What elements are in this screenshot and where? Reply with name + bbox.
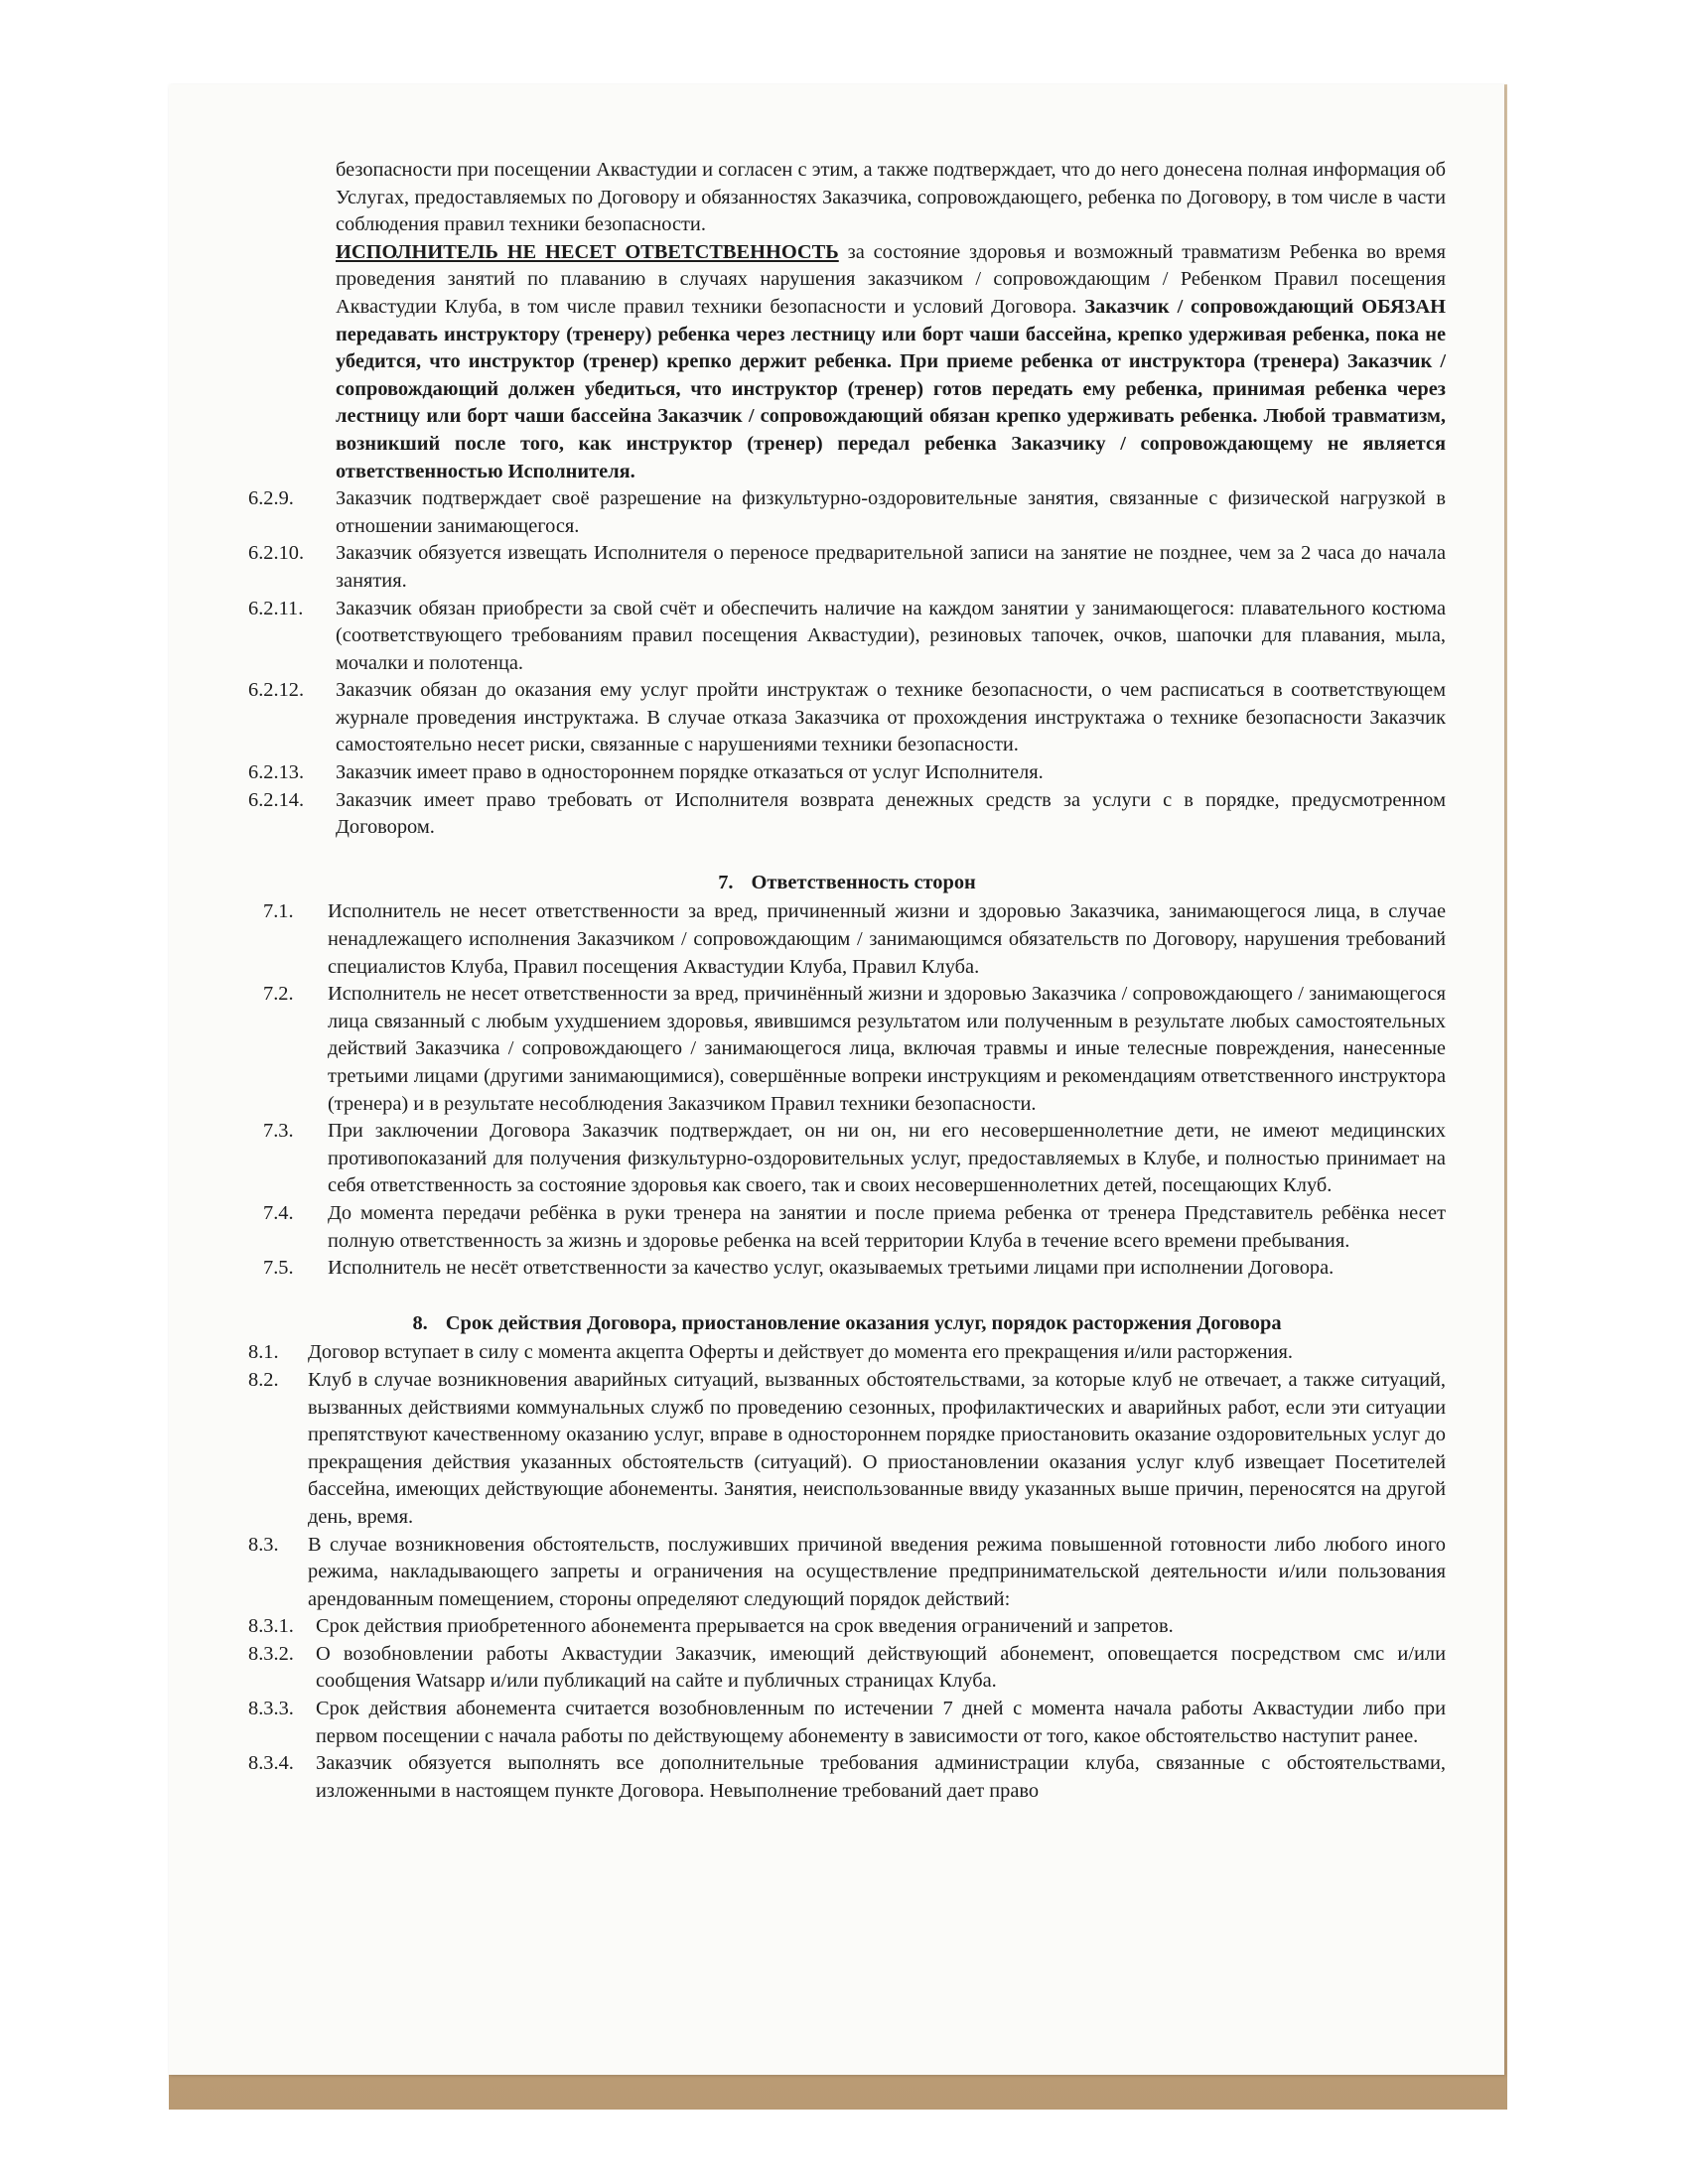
clause-number: 8.3. [248,1533,279,1556]
clause-text: Срок действия приобретенного абонемента прерывается на срок введения ограничений и запретов. [316,1615,1174,1638]
clause-text: Заказчик обязан до оказания ему услуг пройти инструктаж о технике безопасности, о чем расписаться в соответствующем журнале проведения инструктажа. В случае отказа Заказчика от прохождения инструктажа о технике безопасности Заказчик самостоятельно несет риски, связанные с нарушениями техники безопасности. [336,679,1446,756]
clause-number: 7.4. [263,1201,294,1224]
clause-text: Клуб в случае возникновения аварийных ситуаций, вызванных обстоятельствами, за которые клуб не отвечает, а также ситуаций, вызванных действиями коммунальных служб по проведению сезонных, профилактических и аварийных работ, если эти ситуации препятствуют качественному оказанию услуг, вправе в одностороннем порядке приостановить оказание оздоровительных услуг до прекращения действия указанных обстоятельств (ситуаций). О приостановлении оказания услуг клуб извещает Посетителей бассейна, имеющих действующие абонементы. Занятия, неиспользованные ввиду указанных выше причин, переносятся на другой день, время. [308,1368,1446,1528]
liability-rest: за состояние здоровья и возможный травматизм Ребенка во время проведения занятий по плаванию в случаях нарушения заказчиком / сопровождающим / Ребенком Правил посещения Аквастудии Клуба, в том числе правил техники безопасности и условий Договора. [336,240,1446,318]
clause-number: 8.3.1. [248,1615,294,1638]
section7-items [248,898,1446,1282]
clause-item [248,540,1446,595]
clause-item [248,1118,1446,1200]
clause-item [248,759,1446,787]
clause-item [248,1367,1446,1532]
clause-number: 7.2. [263,983,294,1006]
clause-item [248,981,1446,1118]
section-title: Срок действия Договора, приостановление оказания услуг, порядок расторжения Договора [445,1311,1282,1334]
clause-number: 8.3.3. [248,1698,294,1720]
clause-number: 7.5. [263,1257,294,1280]
clause-number: 8.3.4. [248,1752,294,1775]
clause-text: Заказчик имеет право требовать от Исполнителя возврата денежных средств за услуги с в порядке, предусмотренном Договором. [336,788,1446,839]
clause-text: Заказчик обязуется выполнять все дополнительные требования администрации клуба, связанные с обстоятельствами, изложенными в настоящем пункте Договора. Невыполнение требований дает право [316,1752,1446,1802]
clause-subitem [248,1641,1446,1696]
clause-item [248,1200,1446,1255]
section-number: 7. [718,871,734,893]
clause-number: 6.2.12. [248,679,305,702]
clause-number: 8.3.2. [248,1642,294,1665]
clause-text: Заказчик подтверждает своё разрешение на физкультурно-оздоровительные занятия, связанные с физической нагрузкой в отношении занимающегося. [336,487,1446,537]
section-title: Ответственность сторон [751,871,976,893]
clause-text: Заказчик обязан приобрести за свой счёт и обеспечить наличие на каждом занятии у занимающегося: плавательного костюма (соответствующего требованиям правил посещения Аквастудии), резиновых тапочек, очков, шапочки для плавания, мыла, мочалки и полотенца. [336,597,1446,674]
section8-items [248,1339,1446,1805]
clause-text: При заключении Договора Заказчик подтверждает, он ни он, ни его несовершеннолетние дети, не имеют медицинских противопоказаний для получения физкультурно-оздоровительных услуг, предоставляемых в Клубе, и полностью принимает на себя ответственность за состояние здоровья как своего, так и своих несовершеннолетних детей, посещающих Клуб. [328,1120,1446,1197]
clause-item [248,787,1446,842]
clause-intro: безопасности при посещении Аквастудии и согласен с этим, а также подтверждает, что до него донесена полная информация об Услугах, предоставляемых по Договору и обязанностях Заказчика, сопровождающего, ребенка по Договору, в том числе в части соблюдения правил техники безопасности. [336,159,1446,236]
section6-items [248,485,1446,842]
clause-subitem [248,1750,1446,1805]
clause-item [248,898,1446,981]
clause-item [248,1532,1446,1614]
clause-item [248,485,1446,540]
clause-text: Исполнитель не несет ответственности за вред, причинённый жизни и здоровью Заказчика / сопровождающего / занимающегося лица связанный с любым ухудшением здоровья, явившимся результатом или полученным в результате любых самостоятельных действий Заказчика / сопровождающего / занимающегося лица, включая травмы и иные телесные повреждения, нанесенные третьими лицами (другими занимающимися), совершённые вопреки инструкциям и рекомендациям ответственного инструктора (тренера) и в результате несоблюдения Заказчиком Правил техники безопасности. [328,983,1446,1115]
clause-text: Договор вступает в силу с момента акцепта Оферты и действует до момента его прекращения и/или расторжения. [308,1341,1294,1364]
section-heading-7 [248,870,1446,897]
clause-item [248,1339,1446,1367]
section-number: 8. [412,1311,428,1334]
clause-number: 6.2.13. [248,761,305,784]
clause-text: Исполнитель не несет ответственности за вред, причиненный жизни и здоровью Заказчика, занимающегося лица, в случае ненадлежащего исполнения Заказчиком / сопровождающим / занимающимся обязательств по Договору, нарушения требований специалистов Клуба, Правил посещения Аквастудии Клуба, Правил Клуба. [328,900,1446,978]
clause-text: О возобновлении работы Аквастудии Заказчик, имеющий действующий абонемент, оповещается посредством смс и/или сообщения Watsapp и/или публикаций на сайте и публичных страницах Клуба. [316,1642,1446,1693]
section-heading-8 [248,1310,1446,1338]
liability-emphasis: ИСПОЛНИТЕЛЬ НЕ НЕСЕТ ОТВЕТСТВЕННОСТЬ [336,240,839,263]
liability-bold: Заказчик / сопровождающий ОБЯЗАН передавать инструктору (тренеру) ребенка через лестницу или борт чаши бассейна, крепко удерживая ребенка, пока не убедится, что инструктор (тренер) крепко держит ребенка. При приеме ребенка от инструктора (тренера) Заказчик / сопровождающий должен убедиться, что инструктор (тренер) готов передать ему ребенка, принимая ребенка через лестницу или борт чаши бассейна Заказчик / сопровождающий обязан крепко удерживать ребенка. Любой травматизм, возникший после того, как инструктор (тренер) передал ребенка Заказчику / сопровождающему не является ответственностью Исполнителя. [336,295,1447,482]
clause-text: В случае возникновения обстоятельств, послуживших причиной введения режима повышенной готовности либо любого иного режима, накладывающего запреты и ограничения на осуществление предпринимательской деятельности и/или пользования арендованным помещением, стороны определяют следующий порядок действий: [308,1533,1446,1610]
clause-item [248,677,1446,759]
clause-subitem [248,1613,1446,1641]
clause-6-2-8-continuation [248,157,1446,485]
clause-number: 8.2. [248,1368,279,1391]
clause-text: До момента передачи ребёнка в руки тренера на занятии и после приема ребенка от тренера Представитель ребёнка несет полную ответственность за жизнь и здоровье ребенка на всей территории Клуба в течение всего времени пребывания. [328,1201,1446,1252]
clause-text: Исполнитель не несёт ответственности за качество услуг, оказываемых третьими лицами при исполнении Договора. [328,1257,1335,1280]
clause-liability-note [336,239,1446,485]
clause-text: Срок действия абонемента считается возобновленным по истечении 7 дней с момента начала работы Аквастудии либо при первом посещении с начала работы по действующему абонементу в зависимости от того, какое обстоятельство наступит ранее. [316,1698,1446,1747]
clause-number: 6.2.10. [248,542,305,565]
clause-number: 6.2.9. [248,487,294,510]
clause-text: Заказчик имеет право в одностороннем порядке отказаться от услуг Исполнителя. [336,761,1044,784]
clause-subitem [248,1696,1446,1750]
clause-number: 7.3. [263,1120,294,1143]
clause-item [248,1255,1446,1283]
document-body [248,157,1446,1805]
clause-number: 6.2.14. [248,788,305,811]
clause-number: 8.1. [248,1341,279,1364]
clause-number: 7.1. [263,900,294,923]
clause-text: Заказчик обязуется извещать Исполнителя о переносе предварительной записи на занятие не позднее, чем за 2 часа до начала занятия. [336,542,1446,592]
clause-number: 6.2.11. [248,597,304,619]
clause-item [248,596,1446,678]
